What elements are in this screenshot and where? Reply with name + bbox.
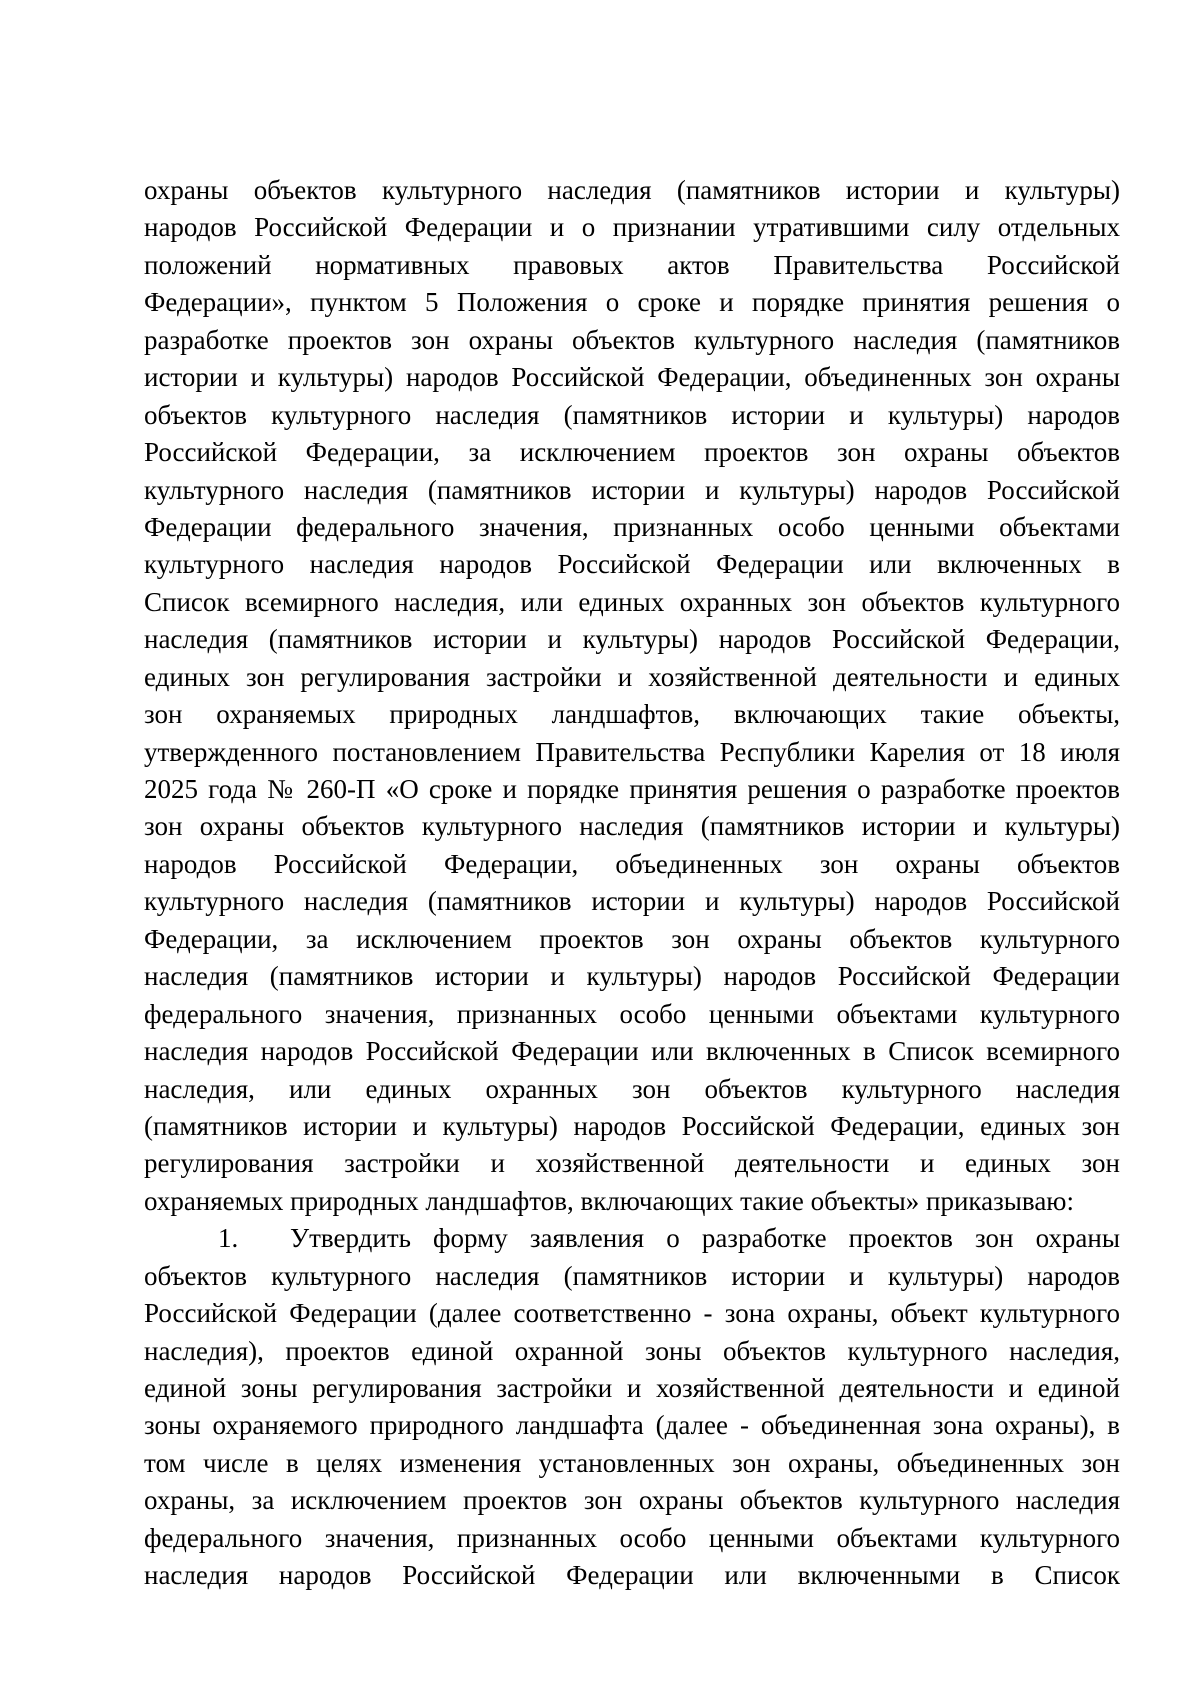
text-line: объектов культурного наследия (памятников истории и культуры) народов [144,399,1120,430]
text-line: утвержденного постановлением Правительства Республики Карелия от 18 июля [144,736,1120,767]
text-line: наследия народов Российской Федерации или включенных в Список всемирного [144,1036,1120,1067]
text-line: народов Российской Федерации, объединенных зон охраны объектов [144,848,1120,879]
text-line: охраны объектов культурного наследия (памятников истории и культуры) [144,175,1120,205]
list-item-text: Утвердить форму заявления о разработке проектов зон охраны [290,1223,1120,1254]
text-line: наследия (памятников истории и культуры) народов Российской Федерации, [144,624,1120,655]
text-line: наследия), проектов единой охранной зоны объектов культурного наследия, [144,1335,1120,1366]
text-line: единых зон регулирования застройки и хозяйственной деятельности и единых [144,661,1120,692]
text-line: культурного наследия (памятников истории и культуры) народов Российской [144,474,1120,505]
text-line: Российской Федерации, за исключением проектов зон охраны объектов [144,437,1120,468]
text-line: положений нормативных правовых актов Правительства Российской [144,249,1120,280]
text-line: наследия народов Российской Федерации или включенными в Список [144,1560,1120,1591]
text-line: федерального значения, признанных особо ценными объектами культурного [144,998,1120,1029]
text-line: 2025 года № 260-П «О сроке и порядке принятия решения о разработке проектов [144,774,1120,804]
list-item-number: 1. [218,1223,239,1254]
text-line: народов Российской Федерации и о признании утратившими силу отдельных [144,212,1120,243]
text-line: единой зоны регулирования застройки и хозяйственной деятельности и единой [144,1373,1120,1403]
text-line: охраны, за исключением проектов зон охраны объектов культурного наследия [144,1485,1120,1516]
text-line: Федерации, за исключением проектов зон охраны объектов культурного [144,923,1120,954]
text-line: Российской Федерации (далее соответственно - зона охраны, объект культурного [144,1298,1120,1329]
text-line-paragraph-end: охраняемых природных ландшафтов, включающих такие объекты» приказываю: [144,1185,1074,1216]
text-line: Федерации», пунктом 5 Положения о сроке и порядке принятия решения о [144,287,1120,318]
list-item-1-first-line [144,1220,1120,1257]
text-line: культурного наследия (памятников истории и культуры) народов Российской [144,886,1120,917]
text-line: Федерации федерального значения, признанных особо ценными объектами [144,511,1120,542]
text-line: разработке проектов зон охраны объектов культурного наследия (памятников [144,324,1120,355]
text-line: (памятников истории и культуры) народов Российской Федерации, единых зон [144,1110,1120,1141]
text-line: том числе в целях изменения установленных зон охраны, объединенных зон [144,1447,1120,1478]
text-line: регулирования застройки и хозяйственной деятельности и единых зон [144,1148,1120,1179]
text-line: зоны охраняемого природного ландшафта (далее - объединенная зона охраны), в [144,1410,1120,1441]
text-line: федерального значения, признанных особо ценными объектами культурного [144,1522,1120,1553]
document-body [144,172,1120,1595]
text-line: объектов культурного наследия (памятников истории и культуры) народов [144,1260,1120,1291]
text-line: культурного наследия народов Российской Федерации или включенных в [144,549,1120,580]
text-line: Список всемирного наследия, или единых охранных зон объектов культурного [144,586,1120,617]
text-line: зон охраны объектов культурного наследия (памятников истории и культуры) [144,811,1120,842]
text-line: наследия, или единых охранных зон объектов культурного наследия [144,1073,1120,1104]
text-line: наследия (памятников истории и культуры) народов Российской Федерации [144,961,1120,992]
text-line: зон охраняемых природных ландшафтов, включающих такие объекты, [144,699,1120,730]
text-line: истории и культуры) народов Российской Федерации, объединенных зон охраны [144,362,1120,393]
